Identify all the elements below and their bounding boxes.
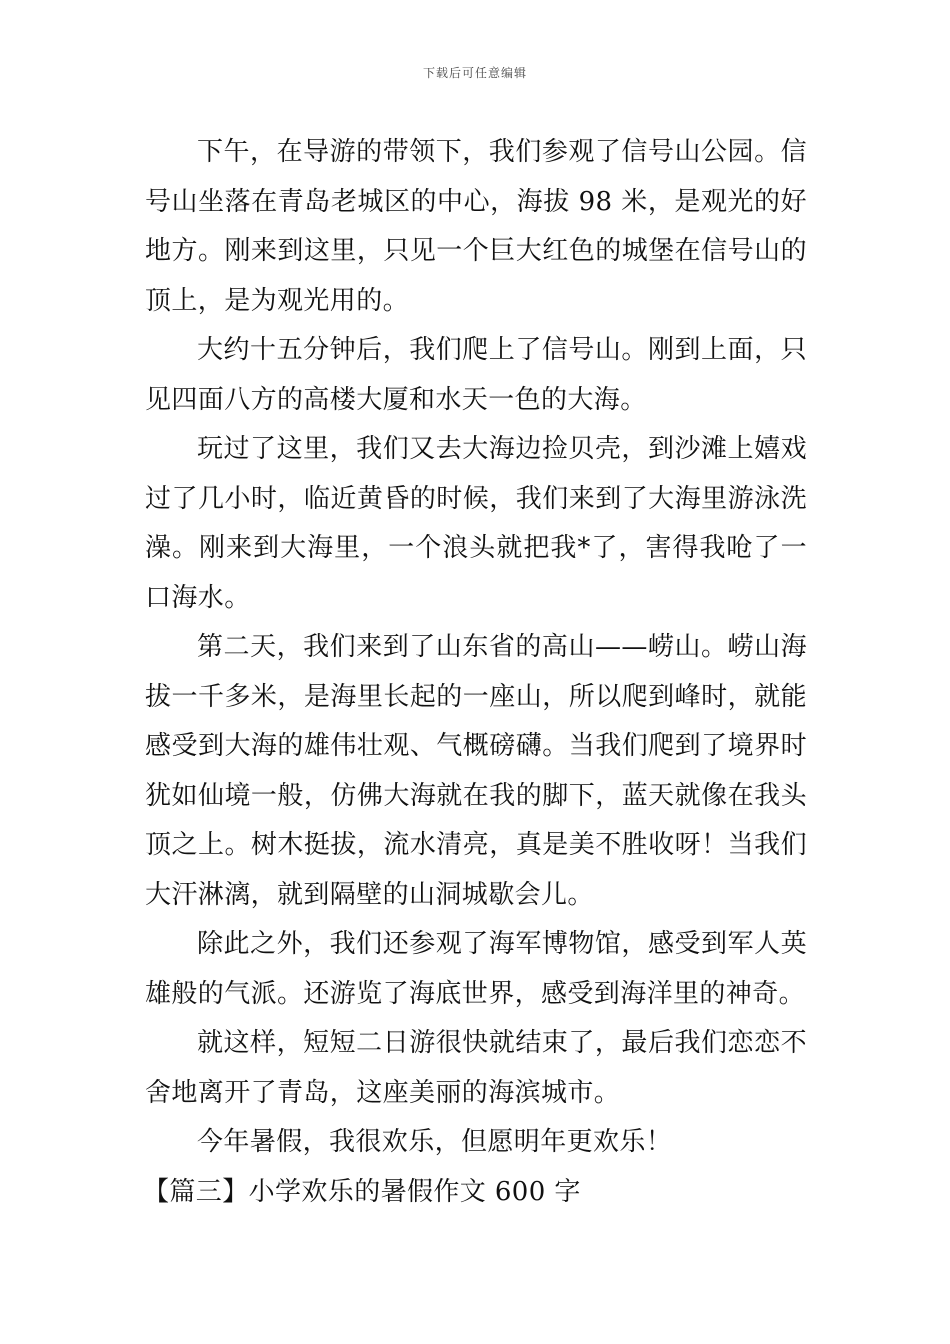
- paragraph: 就这样，短短二日游很快就结束了，最后我们恋恋不舍地离开了青岛，这座美丽的海滨城市。: [145, 1028, 807, 1108]
- paragraph: 下午，在导游的带领下，我们参观了信号山公园。信号山坐落在青岛老城区的中心，海拔 98 米，是观光的好地方。刚来到这里，只见一个巨大红色的城堡在信号山的顶上，是为观光用的。: [145, 137, 807, 316]
- paragraph: 今年暑假，我很欢乐，但愿明年更欢乐！: [197, 1127, 673, 1157]
- paragraph: 第二天，我们来到了山东省的高山——崂山。崂山海拔一千多米，是海里长起的一座山，所以爬到峰时，就能感受到大海的雄伟壮观、气概磅礴。当我们爬到了境界时犹如仙境一般，仿佛大海就在我的脚下，蓝天就像在我头顶之上。树木挺拔，流水清亮，真是美不胜收呀！当我们大汗淋漓，就到隔壁的山洞城歇会儿。: [145, 632, 807, 910]
- paragraph: 除此之外，我们还参观了海军博物馆，感受到军人英雄般的气派。还游览了海底世界，感受到海洋里的神奇。: [145, 929, 807, 1009]
- paragraph: 大约十五分钟后，我们爬上了信号山。刚到上面，只见四面八方的高楼大厦和水天一色的大海。: [145, 335, 807, 415]
- document-body: [145, 128, 807, 1217]
- paragraph: 玩过了这里，我们又去大海边捡贝壳，到沙滩上嬉戏过了几小时，临近黄昏的时候，我们来到了大海里游泳洗澡。刚来到大海里，一个浪头就把我*了，害得我呛了一口海水。: [145, 434, 807, 613]
- page-header-note: 下载后可任意编辑: [422, 66, 527, 80]
- section-heading: 【篇三】小学欢乐的暑假作文 600 字: [143, 1176, 581, 1207]
